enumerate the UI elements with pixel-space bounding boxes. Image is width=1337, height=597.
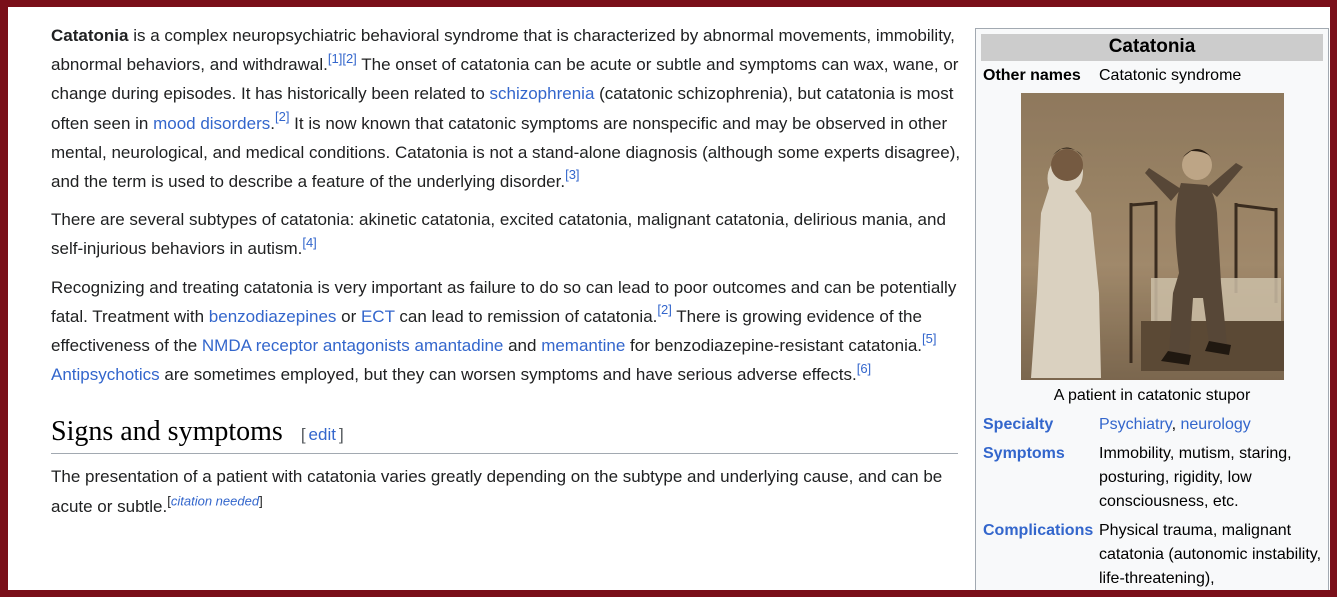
infobox-value-specialty	[1099, 413, 1323, 437]
infobox-row-complications	[981, 519, 1323, 590]
citation-needed-link[interactable]: citation needed	[170, 492, 260, 508]
paragraph-text: .	[270, 113, 275, 133]
edit-bracket-close: ]	[338, 425, 344, 445]
complications-label-link[interactable]: Complications	[983, 522, 1094, 539]
infobox-label-specialty	[981, 413, 1099, 437]
reference-2c[interactable]	[657, 302, 671, 317]
paragraph-text: or	[336, 306, 361, 326]
separator: ,	[1171, 416, 1181, 433]
link-antipsychotics[interactable]: Antipsychotics	[51, 365, 160, 385]
link-ect[interactable]: ECT	[360, 306, 395, 326]
paragraph-text: can lead to remission of catatonia.	[394, 306, 658, 326]
paragraph-subtypes	[51, 205, 961, 263]
section-heading	[51, 410, 958, 454]
infobox-row-other-names	[981, 64, 1323, 88]
infobox-value-complications: Physical trauma, malignant catatonia (autonomic instability, life-threatening),	[1099, 522, 1322, 587]
link-nmda-antagonists[interactable]: NMDA receptor antagonists	[201, 336, 410, 356]
reference-link[interactable]: [3]	[565, 167, 580, 183]
paragraph-text: There are several subtypes of catatonia: akinetic catatonia, excited catatonia, malignant catatonia, delirious mania, and self-injurious behaviors in autism.	[51, 210, 946, 259]
link-amantadine[interactable]: amantadine	[414, 336, 504, 356]
article-body	[51, 21, 961, 530]
reference-link[interactable]: [5]	[922, 331, 937, 347]
citation-needed	[167, 493, 262, 508]
symptoms-label-link[interactable]: Symptoms	[983, 445, 1065, 462]
infobox-value-symptoms: Immobility, mutism, staring, posturing, rigidity, low consciousness, etc.	[1099, 445, 1292, 510]
infobox-label-complications	[981, 519, 1099, 590]
paragraph-text: Recognizing and treating catatonia is very important as failure to do so can lead to poor outcomes and can be potentially fatal. Treatment with	[51, 277, 957, 326]
reference-link[interactable]: [6]	[856, 360, 872, 376]
link-schizophrenia[interactable]: schizophrenia	[489, 84, 595, 104]
paragraph-text: (catatonic schizophrenia), but catatonia is most often seen in	[51, 84, 954, 133]
reference-link[interactable]: [2]	[342, 50, 357, 66]
reference-link[interactable]: [2]	[657, 302, 672, 318]
infobox-title: Catatonia	[981, 34, 1323, 61]
paragraph-text: for benzodiazepine-resistant catatonia.	[625, 336, 923, 356]
infobox-image[interactable]	[1021, 93, 1284, 380]
edit-bracket-open: [	[300, 425, 306, 445]
patient-photo-illustration	[1021, 93, 1284, 380]
paragraph-text: are sometimes employed, but they can worsen symptoms and have serious adverse effects.	[159, 365, 857, 385]
link-benzodiazepines[interactable]: benzodiazepines	[208, 306, 337, 326]
edit-section	[301, 423, 344, 448]
cn-bracket-close: ]	[259, 492, 263, 508]
article-subject: Catatonia	[51, 26, 129, 45]
section-title: Signs and symptoms	[51, 416, 283, 448]
link-neurology[interactable]: neurology	[1180, 416, 1251, 433]
paragraph-text: The presentation of a patient with catatonia varies greatly depending on the subtype and underlying cause, and can be acute or subtle.	[51, 467, 943, 516]
reference-2[interactable]	[342, 51, 356, 66]
infobox-value: Catatonic syndrome	[1099, 67, 1242, 84]
cn-bracket-open: [	[167, 492, 171, 508]
page	[8, 7, 1330, 590]
link-memantine[interactable]: memantine	[541, 336, 626, 356]
reference-link[interactable]: [1]	[327, 50, 343, 66]
infobox-row-specialty	[981, 413, 1323, 437]
reference-link[interactable]: [2]	[274, 108, 290, 124]
paragraph-presentation	[51, 462, 961, 520]
paragraph-intro	[51, 21, 961, 196]
infobox	[975, 28, 1329, 590]
paragraph-text: and	[503, 336, 542, 356]
link-psychiatry[interactable]: Psychiatry	[1099, 416, 1172, 433]
reference-6[interactable]	[857, 361, 871, 376]
infobox-label-symptoms	[981, 442, 1099, 514]
infobox-image-caption: A patient in catatonic stupor	[1053, 387, 1251, 404]
link-mood-disorders[interactable]: mood disorders	[153, 113, 271, 133]
reference-3[interactable]	[565, 167, 579, 182]
specialty-label-link[interactable]: Specialty	[983, 416, 1054, 433]
infobox-row-symptoms	[981, 442, 1323, 514]
paragraph-text: It is now known that catatonic symptoms are nonspecific and may be observed in other mental, neurological, and medical conditions. Catatonia is not a stand-alone diagnosis (although some experts disagree), and the term is used to describe a feature of the underlying disorder.	[51, 113, 961, 192]
reference-4[interactable]	[302, 235, 316, 250]
paragraph-text: The onset of catatonia can be acute or subtle and symptoms can wax, wane, or change during episodes. It has historically been related to	[51, 55, 959, 104]
infobox-label: Other names	[983, 67, 1081, 84]
reference-2b[interactable]	[275, 109, 289, 124]
reference-1[interactable]	[328, 51, 342, 66]
reference-5[interactable]	[922, 331, 936, 346]
paragraph-text: There is growing evidence of the effectiveness of the	[51, 306, 922, 356]
paragraph-treatment	[51, 273, 961, 390]
edit-section-link[interactable]: edit	[308, 425, 336, 445]
paragraph-text: is a complex neuropsychiatric behavioral syndrome that is characterized by abnormal movements, immobility, abnormal behaviors, and withdrawal.	[51, 26, 955, 75]
reference-link[interactable]: [4]	[302, 234, 317, 250]
